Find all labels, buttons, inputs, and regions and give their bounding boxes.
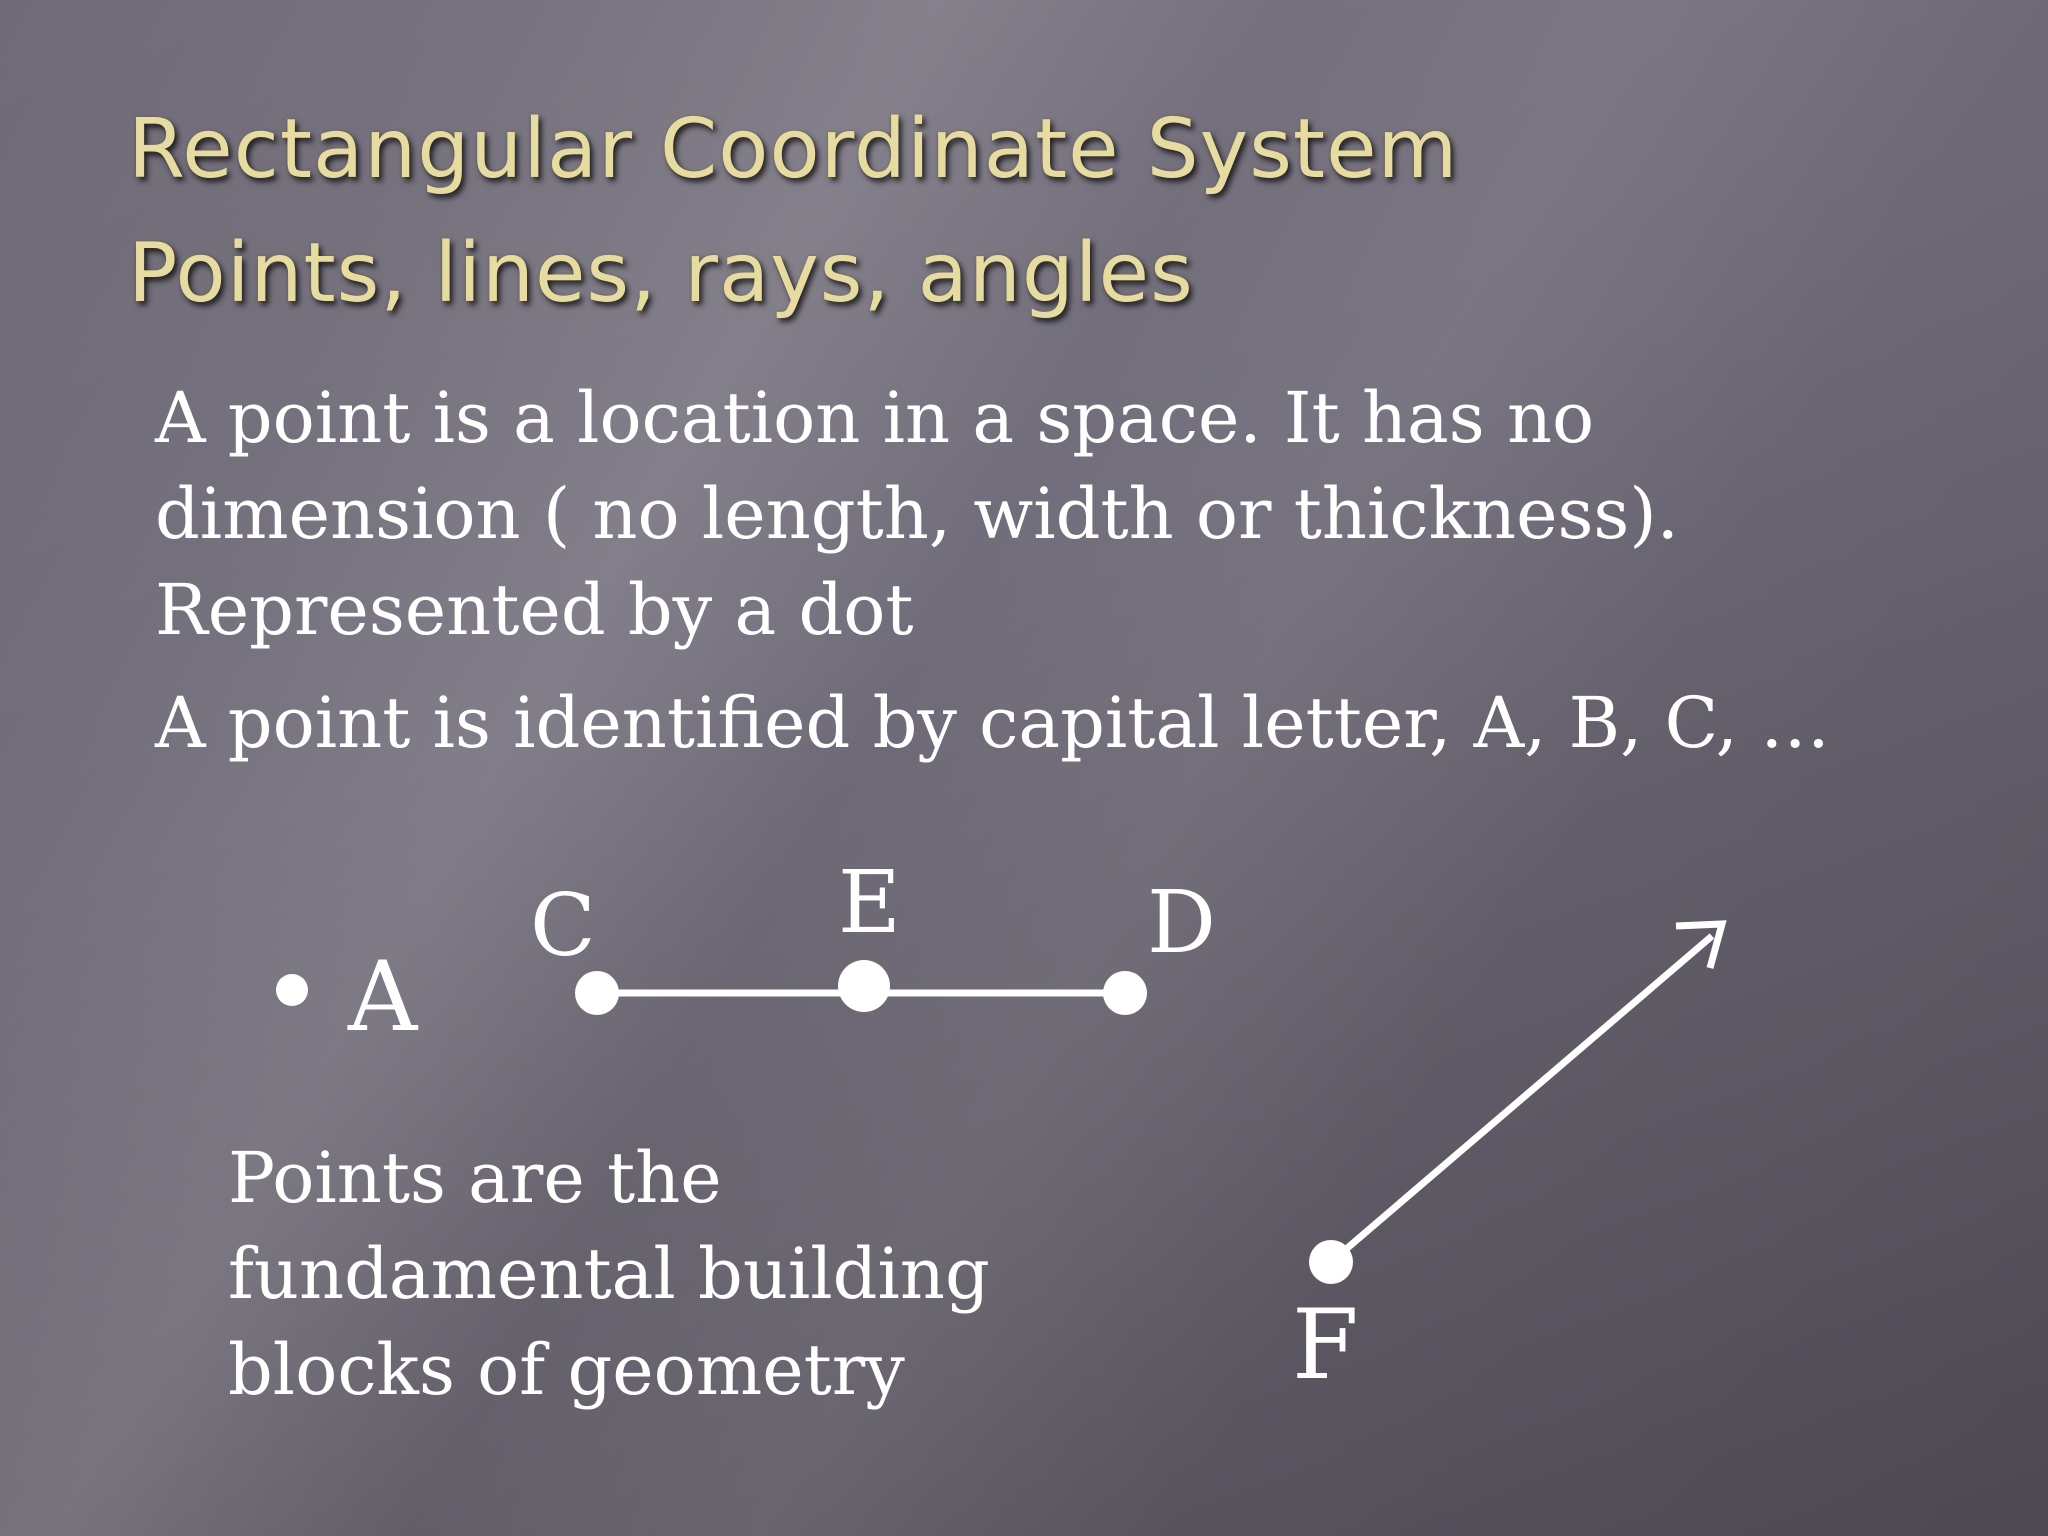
point-identification-text: A point is identified by capital letter, A, B, C, … (155, 682, 1831, 764)
points-building-blocks-text: Points are the fundamental building blocks of geometry (228, 1137, 990, 1411)
point-d-dot (1103, 971, 1147, 1015)
point-a-dot (276, 974, 308, 1006)
point-e-dot (838, 960, 890, 1012)
point-c-dot (575, 971, 619, 1015)
point-d-label: D (1147, 873, 1216, 973)
point-e-label: E (838, 853, 901, 953)
ray-f (1331, 936, 1712, 1262)
slide-title-line-1: Rectangular Coordinate System (128, 102, 1459, 197)
point-a-label: A (348, 941, 418, 1053)
point-definition-text: A point is a location in a space. It has no dimension ( no length, width or thickness). Represented by a dot (155, 377, 1679, 651)
slide-title-line-2: Points, lines, rays, angles (128, 226, 1194, 321)
point-f-dot (1309, 1240, 1353, 1284)
point-f-label: F (1292, 1289, 1359, 1401)
point-c-label: C (530, 876, 596, 976)
